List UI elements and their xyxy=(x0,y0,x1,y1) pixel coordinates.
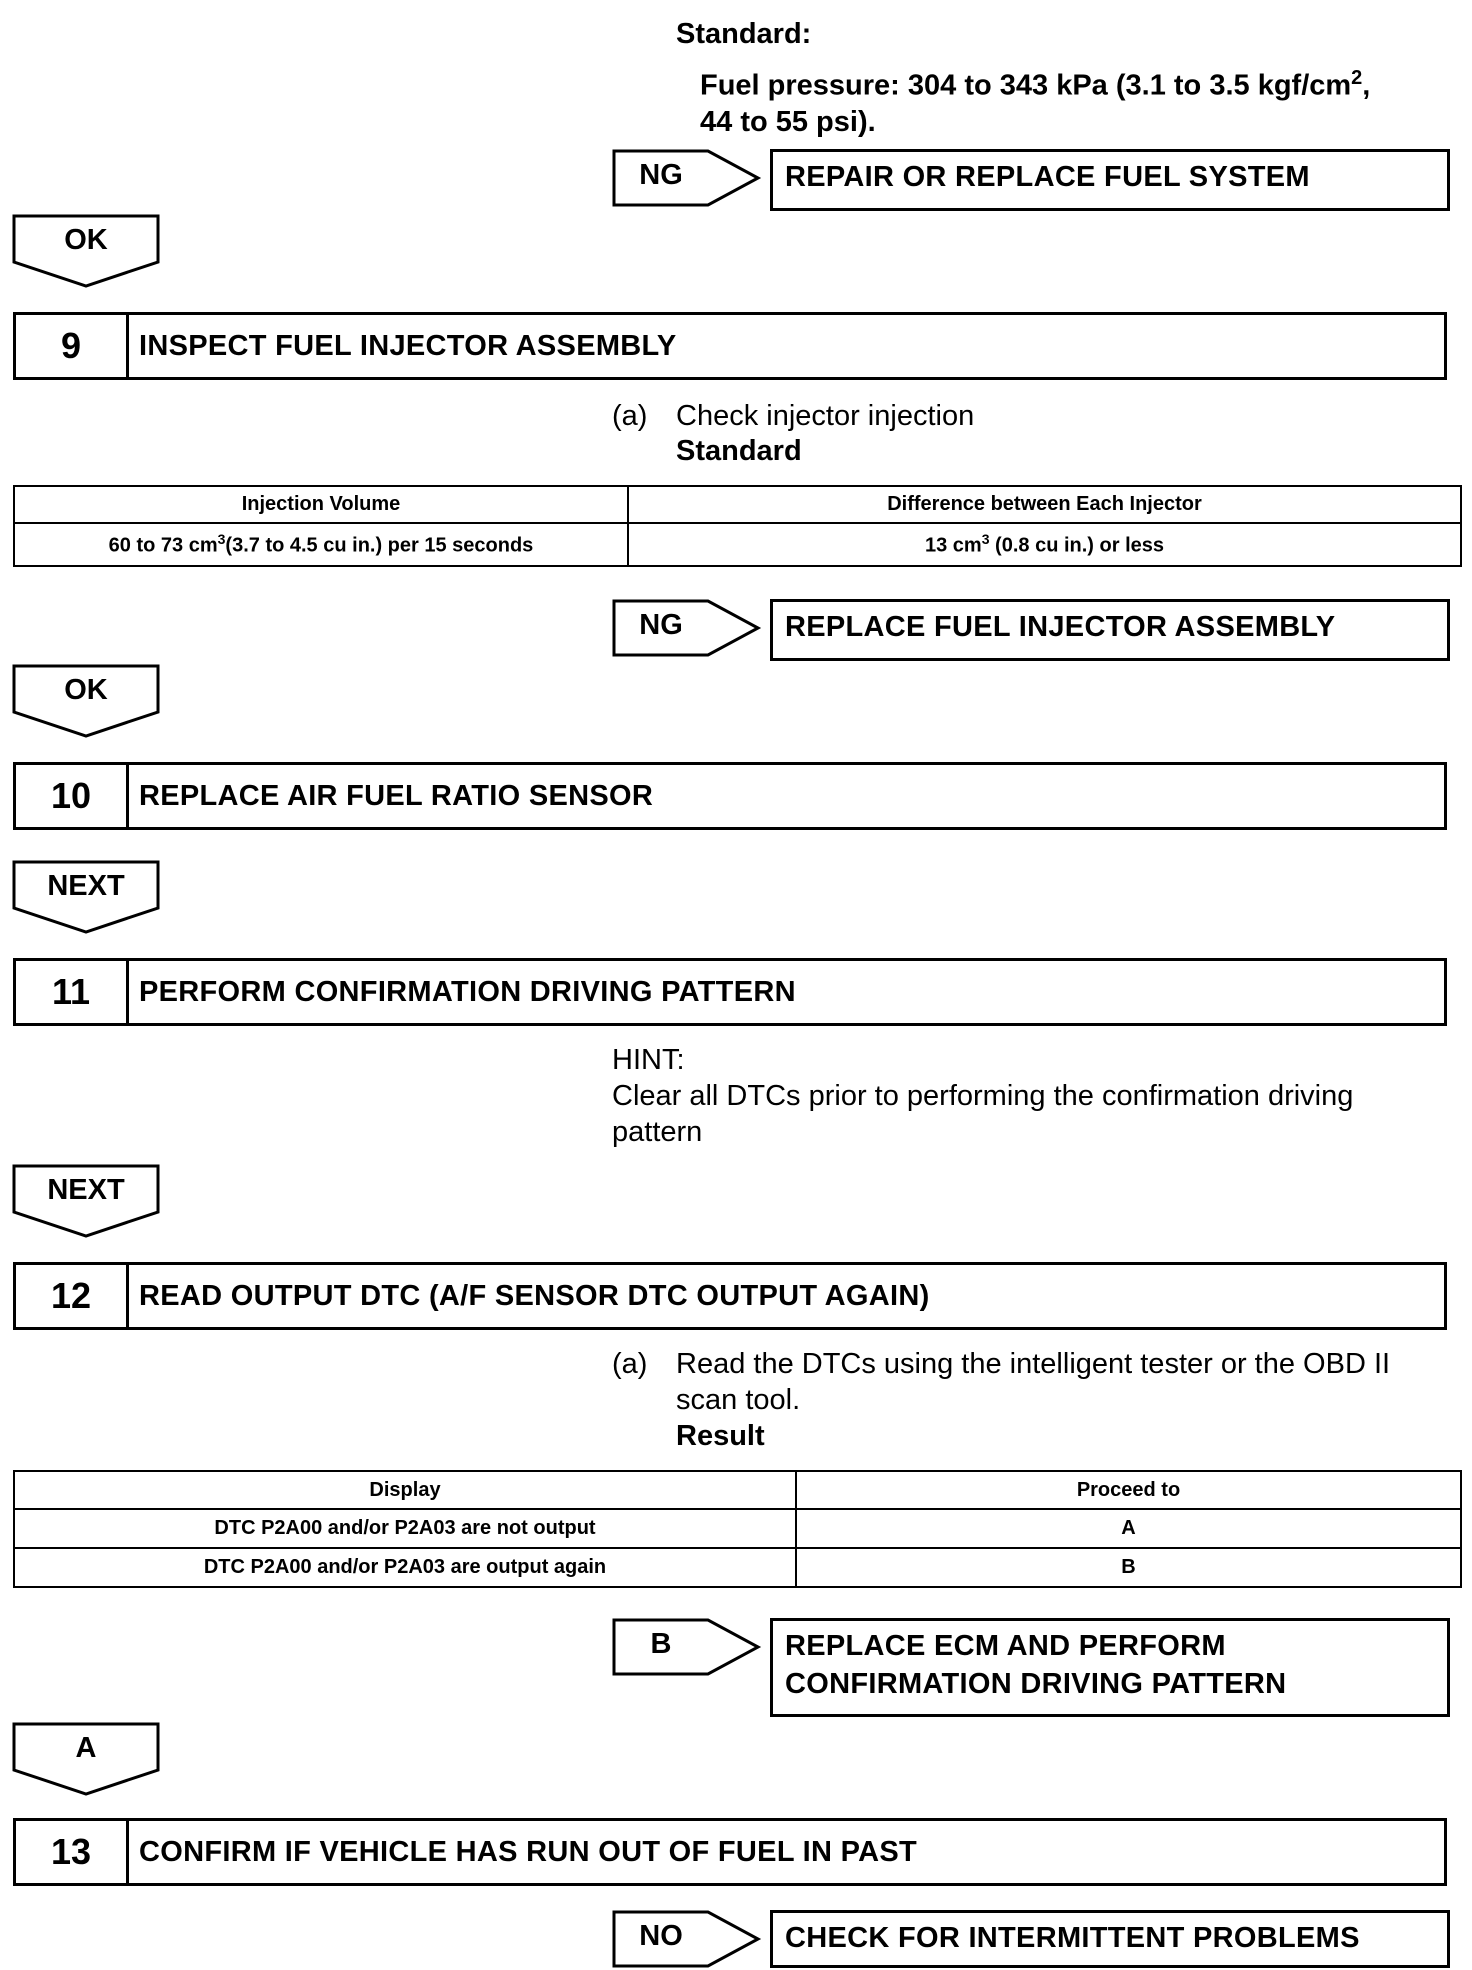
table-header-cell: Proceed to xyxy=(796,1471,1461,1509)
item-text: Check injector injection xyxy=(676,400,975,432)
result-repair-fuel-system: REPAIR OR REPLACE FUEL SYSTEM xyxy=(770,149,1450,211)
result-label: Result xyxy=(676,1420,765,1452)
step-number: 10 xyxy=(16,765,129,827)
step-number: 11 xyxy=(16,961,129,1023)
ok-label: OK xyxy=(64,674,108,706)
step-title: READ OUTPUT DTC (A/F SENSOR DTC OUTPUT AGAIN) xyxy=(139,1279,930,1312)
step-13-header xyxy=(13,1818,1447,1886)
standard-label: Standard: xyxy=(676,18,812,50)
a-label: A xyxy=(75,1732,97,1764)
cell-sup: 3 xyxy=(981,531,990,548)
a-tag xyxy=(12,1722,160,1798)
hint-text-line-2: pattern xyxy=(612,1116,703,1148)
ng-label: NG xyxy=(639,609,683,641)
table-cell xyxy=(628,523,1461,566)
ok-tag-2 xyxy=(12,664,160,740)
ng-tag-fuel-system xyxy=(612,149,762,207)
step-number: 13 xyxy=(16,1821,129,1883)
next-label: NEXT xyxy=(47,1174,125,1206)
table-cell xyxy=(14,523,628,566)
table-header-cell: Difference between Each Injector xyxy=(628,486,1461,523)
table-cell: B xyxy=(796,1548,1461,1587)
injection-spec-table xyxy=(13,485,1462,567)
cell-text: 13 cm xyxy=(924,534,982,557)
next-tag-1 xyxy=(12,860,160,936)
cell-text: (0.8 cu in.) or less xyxy=(989,534,1165,557)
step-number: 9 xyxy=(16,315,129,377)
ng-label: NG xyxy=(639,159,683,191)
item-text-line-1: Read the DTCs using the intelligent tester or the OBD II xyxy=(676,1348,1391,1380)
step-title: INSPECT FUEL INJECTOR ASSEMBLY xyxy=(139,329,677,362)
table-header-row xyxy=(14,486,1461,523)
table-cell: DTC P2A00 and/or P2A03 are output again xyxy=(14,1548,796,1587)
table-cell: DTC P2A00 and/or P2A03 are not output xyxy=(14,1509,796,1548)
cell-text: (3.7 to 4.5 cu in.) per 15 seconds xyxy=(225,534,534,557)
step-12-header xyxy=(13,1262,1447,1330)
hint-label: HINT: xyxy=(612,1044,685,1076)
table-row xyxy=(14,523,1461,566)
item-marker: (a) xyxy=(612,400,648,432)
next-tag-2 xyxy=(12,1164,160,1240)
hint-text-line-1: Clear all DTCs prior to performing the confirmation driving xyxy=(612,1080,1354,1112)
ng-tag-injector xyxy=(612,599,762,657)
step-11-header xyxy=(13,958,1447,1026)
table-row xyxy=(14,1509,1461,1548)
result-replace-injector: REPLACE FUEL INJECTOR ASSEMBLY xyxy=(770,599,1450,661)
table-cell: A xyxy=(796,1509,1461,1548)
result-line-1: REPLACE ECM AND PERFORM xyxy=(785,1630,1226,1662)
table-header-cell: Display xyxy=(14,1471,796,1509)
standard-label: Standard xyxy=(676,435,802,467)
item-marker: (a) xyxy=(612,1348,648,1380)
fuel-pressure-text: Fuel pressure: 304 to 343 kPa (3.1 to 3.5 kgf/cm xyxy=(700,69,1352,102)
b-label: B xyxy=(650,1628,672,1660)
table-header-row xyxy=(14,1471,1461,1509)
step-title: REPLACE AIR FUEL RATIO SENSOR xyxy=(139,779,654,812)
cell-text: 60 to 73 cm xyxy=(108,534,218,557)
table-header-cell: Injection Volume xyxy=(14,486,628,523)
step-9-header xyxy=(13,312,1447,380)
result-check-intermittent: CHECK FOR INTERMITTENT PROBLEMS xyxy=(770,1910,1450,1968)
fuel-pressure-psi: 44 to 55 psi). xyxy=(700,105,876,138)
dtc-result-table xyxy=(13,1470,1462,1588)
cell-sup: 3 xyxy=(217,531,226,548)
ok-tag-1 xyxy=(12,214,160,290)
step-number: 12 xyxy=(16,1265,129,1327)
fuel-pressure-comma: , xyxy=(1362,69,1371,102)
step-10-header xyxy=(13,762,1447,830)
no-label: NO xyxy=(639,1920,683,1952)
result-line-2: CONFIRMATION DRIVING PATTERN xyxy=(785,1668,1287,1700)
no-tag xyxy=(612,1910,762,1968)
ok-label: OK xyxy=(64,224,108,256)
fuel-pressure-spec xyxy=(700,60,1370,140)
fuel-pressure-sup: 2 xyxy=(1351,67,1363,89)
result-replace-ecm xyxy=(770,1618,1450,1717)
step-title: PERFORM CONFIRMATION DRIVING PATTERN xyxy=(139,975,796,1008)
next-label: NEXT xyxy=(47,870,125,902)
item-text-line-2: scan tool. xyxy=(676,1384,801,1416)
b-tag xyxy=(612,1618,762,1676)
step-title: CONFIRM IF VEHICLE HAS RUN OUT OF FUEL IN PAST xyxy=(139,1835,918,1868)
table-row xyxy=(14,1548,1461,1587)
